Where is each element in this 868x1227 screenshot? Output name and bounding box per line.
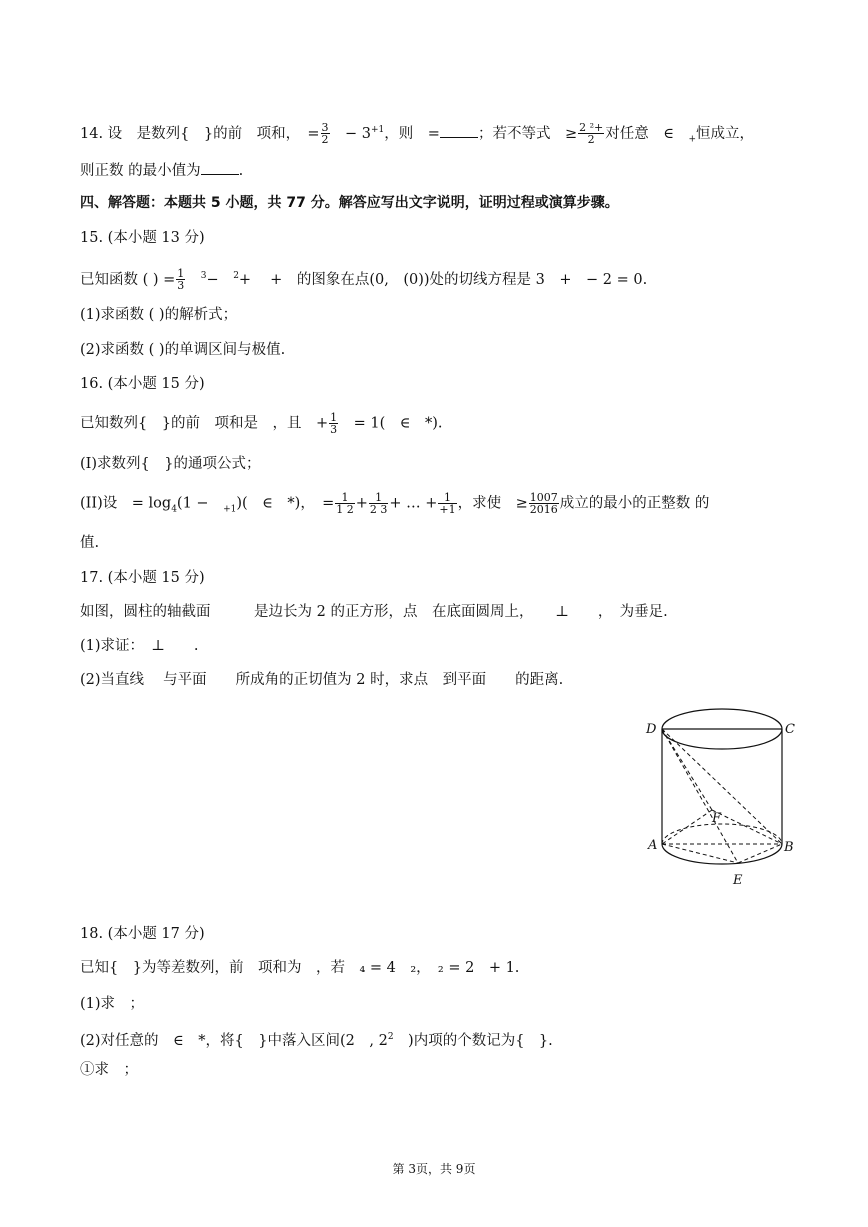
q16-p2-text-d: + … + [389, 495, 438, 512]
q14-text-f: 恒成立， [696, 125, 755, 142]
q14-text-d: ；若不等式 ≥ [477, 125, 578, 142]
q16-p2-text-c: )( ∈ *)， = [236, 495, 335, 512]
page-footer: 第 3页，共 9页 [392, 1162, 476, 1176]
q14-fraction-2 [578, 122, 604, 145]
cylinder-figure [640, 708, 810, 894]
q16-part-1: (I)求数列{ }的通项公式； [80, 456, 261, 472]
q16-f4-denominator: 2016 [529, 503, 558, 516]
q16-fraction [329, 412, 338, 435]
q15-frac-numerator: 1 [177, 267, 185, 281]
q15-part-1: (1)求函数 ( )的解析式； [80, 307, 238, 323]
q18-p2-sup: 2 [387, 1032, 394, 1042]
fig-label-b: B [784, 840, 794, 855]
q14-line1 [80, 120, 754, 150]
q14-line2 [80, 160, 243, 181]
q15-heading: 15. (本小题 13 分) [80, 230, 205, 246]
fig-label-a: A [648, 838, 658, 853]
q18-p2-text-a: (2)对任意的 ∈ *，将{ }中落入区间(2 , 2 [80, 1032, 388, 1049]
q16-text-b: = 1( ∈ *). [339, 415, 443, 432]
q16-heading: 16. (本小题 15 分) [80, 376, 205, 392]
fig-label-e: E [733, 873, 743, 888]
q16-frac-numerator: 1 [330, 411, 338, 424]
q14-frac1-denominator: 2 [321, 133, 329, 147]
q17-part-1: (1)求证： ⊥ . [80, 638, 199, 654]
section-4-heading: 四、解答题：本题共 5 小题，共 77 分。解答应写出文字说明，证明过程或演算步骤。 [80, 195, 619, 211]
q16-p2-text-f: 成立的最小的正整数 的 [559, 495, 710, 512]
q15-sup-2: 2 [233, 271, 239, 281]
q18-p2-text-b: )内项的个数记为{ }. [393, 1032, 553, 1049]
q16-f2-numerator: 1 [369, 492, 389, 504]
q15-fraction [176, 268, 185, 291]
q14-sub: + [688, 134, 697, 145]
fig-label-d: D [646, 722, 657, 737]
q14-frac2-denominator: 2 [587, 133, 595, 147]
q17-heading: 17. (本小题 15 分) [80, 570, 205, 586]
q16-f2-denominator: 2 3 [369, 503, 388, 516]
q16-p2-sub-b: +1 [223, 504, 237, 515]
q17-statement: 如图，圆柱的轴截面 是边长为 2 的正方形，点 在底面圆周上， ⊥ ， 为垂足. [80, 604, 668, 620]
q18-part-1: (1)求 ； [80, 996, 145, 1012]
q18-heading: 18. (本小题 17 分) [80, 926, 205, 942]
q16-part-2: (II)设 = $\log_4(1$ − $_{+1}$)( ∈ *)， = $\frac{1}{1 2}$ + $\frac{1}{2 3}$ + … + $\frac{1}{+1}$ ，求使 ≥ $\frac{1007}{2016}$ 成立的最小的正整数 的 [80, 491, 710, 516]
q16-f4-numerator: 1007 [529, 491, 558, 504]
q15-text-a: 已知函数 ( ) = [80, 271, 176, 288]
q14-text-e: 对任意 ∈ [605, 125, 689, 142]
q15-text-d: + + 的图象在点(0, (0))处的切线方程是 3 + − 2 = 0. [238, 271, 648, 288]
q14-fraction-1 [321, 122, 330, 145]
q18-subpart-1: ①求 ； [80, 1062, 138, 1078]
q16-fraction-1 [335, 492, 355, 515]
q16-frac-denominator: 3 [330, 423, 338, 436]
q14-text-g: 则正数 的最小值为 [80, 163, 201, 179]
q14-frac1-numerator: 3 [321, 121, 329, 135]
q15-text-b [186, 272, 201, 288]
q16-f3-numerator: 1 [438, 492, 456, 504]
q15-statement [80, 266, 647, 291]
q17-part-2: (2)当直线 与平面 所成角的正切值为 2 时，求点 到平面 的距离. [80, 672, 564, 688]
q16-fraction-3 [438, 492, 456, 515]
q16-f3-denominator: +1 [439, 503, 456, 516]
q16-part-2-cont: 值. [80, 535, 100, 551]
q14-blank-1[interactable] [440, 123, 478, 138]
q15-text-c: − [206, 271, 234, 288]
q14-text-c: ，则 = [384, 125, 440, 142]
q14-blank-2[interactable] [201, 160, 239, 175]
q14-sup: +1 [371, 125, 385, 135]
q15-frac-denominator: 3 [177, 279, 185, 293]
q16-p2-text-b: (1 − [176, 495, 224, 512]
q15-sup-3: 3 [200, 271, 207, 281]
q16-f1-denominator: 1 2 [336, 503, 354, 516]
q18-part-2 [80, 1027, 553, 1051]
q14-frac2-numerator: 2 ²+ [579, 121, 604, 135]
q14-text-a: 14. 设 是数列{ }的前 项和， = [80, 125, 320, 142]
fig-label-f: F [712, 811, 722, 826]
q14-text-b: − 3 [330, 125, 372, 142]
q14-text-h: . [238, 163, 244, 179]
q15-part-2: (2)求函数 ( )的单调区间与极值. [80, 342, 286, 358]
q16-p2-text-e: ，求使 ≥ [457, 495, 528, 512]
q16-p2-sub-a: 4 [171, 504, 177, 515]
q16-fraction-4 [529, 492, 559, 515]
q18-statement: 已知{ }为等差数列，前 项和为 ，若 ₄ = 4 ₂， ₂ = 2 + 1. [80, 960, 520, 976]
q16-statement [80, 412, 443, 435]
q16-p2-text-a: (II)设 = log [80, 495, 172, 512]
q16-f1-numerator: 1 [335, 492, 355, 504]
q16-fraction-2 [369, 492, 389, 515]
q16-text-a: 已知数列{ }的前 项和是 ，且 + [80, 415, 329, 432]
fig-label-c: C [785, 722, 795, 737]
